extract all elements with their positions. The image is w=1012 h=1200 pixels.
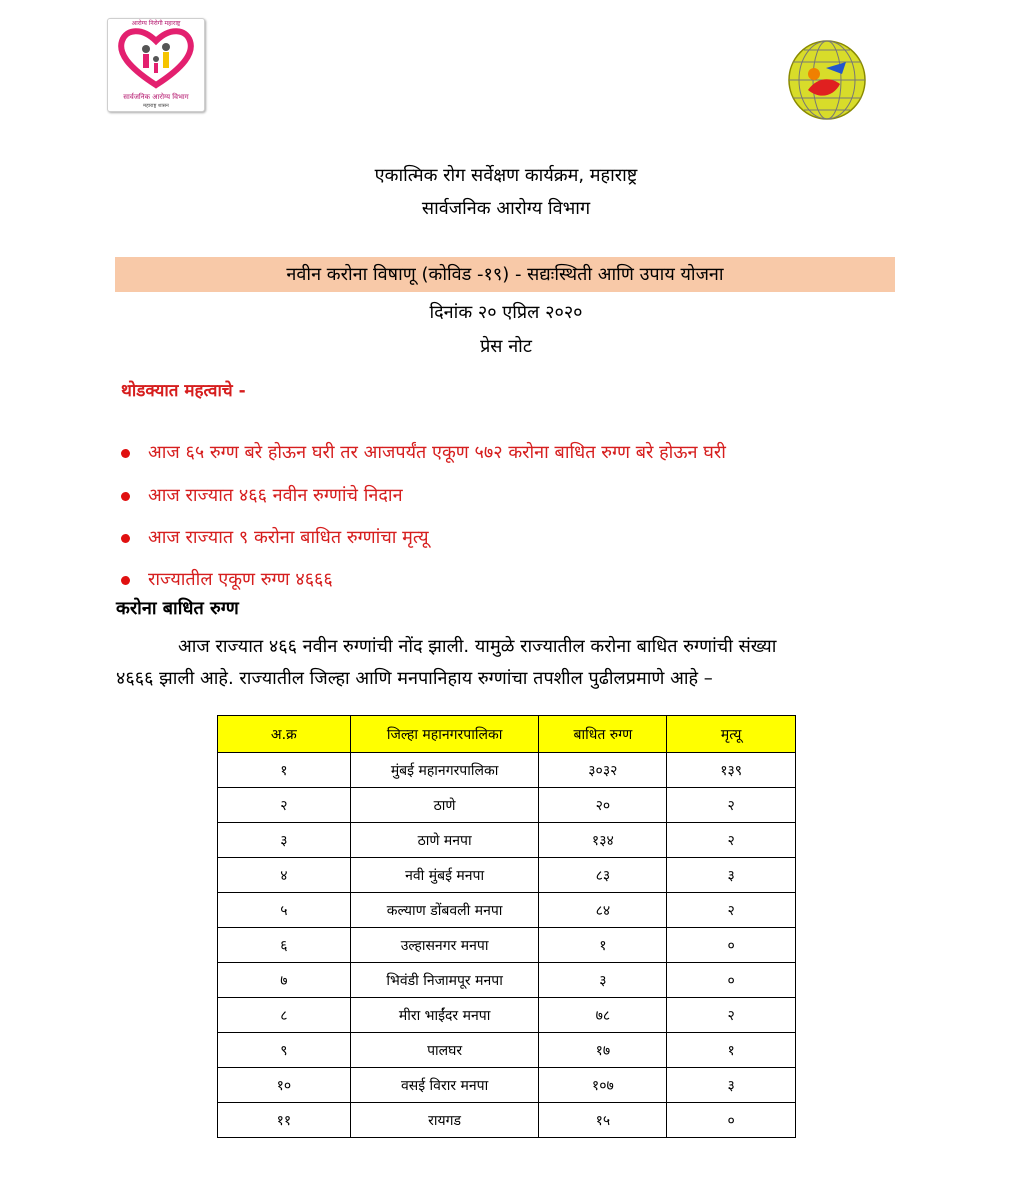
bullet-icon [121,449,130,458]
cell-cases: १३४ [539,823,667,858]
cell-serial: ८ [218,998,351,1033]
program-title: एकात्मिक रोग सर्वेक्षण कार्यक्रम, महाराष्ट्र [374,165,638,186]
table-row [218,998,796,1033]
cell-deaths: ० [667,928,796,963]
table-row [218,753,796,788]
cell-deaths: ३ [667,1068,796,1103]
highlights-heading: थोडक्यात महत्वाचे - [121,381,246,401]
cell-serial: २ [218,788,351,823]
cell-deaths: १ [667,1033,796,1068]
cell-district: रायगड [350,1103,539,1138]
district-cases-table [217,715,796,1138]
cell-district: पालघर [350,1033,539,1068]
highlight-item: आज राज्यात ४६६ नवीन रुग्णांचे निदान [121,483,403,507]
cell-cases: १०७ [539,1068,667,1103]
table-row [218,788,796,823]
cell-deaths: ० [667,1103,796,1138]
cases-paragraph-line1: आज राज्यात ४६६ नवीन रुग्णांची नोंद झाली. यामुळे राज्यातील करोना बाधित रुग्णांची संख्या [178,636,777,657]
bullet-icon [121,534,130,543]
cell-deaths: ० [667,963,796,998]
cell-serial: ६ [218,928,351,963]
health-department-logo [107,18,205,112]
column-header-district: जिल्हा महानगरपालिका [350,716,539,753]
cell-district: ठाणे [350,788,539,823]
cell-cases: ७८ [539,998,667,1033]
column-header-deaths: मृत्यू [667,716,796,753]
cell-deaths: १३९ [667,753,796,788]
cell-serial: ५ [218,893,351,928]
cases-heading: करोना बाधित रुग्ण [116,598,239,619]
document-date: दिनांक २० एप्रिल २०२० [429,302,583,323]
table-row [218,1068,796,1103]
bullet-icon [121,576,130,585]
cell-cases: १५ [539,1103,667,1138]
cell-serial: ४ [218,858,351,893]
table-row [218,928,796,963]
cell-deaths: २ [667,788,796,823]
cell-cases: १ [539,928,667,963]
cell-deaths: २ [667,893,796,928]
globe-logo-icon [786,38,868,122]
table-row [218,1033,796,1068]
cell-deaths: ३ [667,858,796,893]
cell-cases: १७ [539,1033,667,1068]
table-row [218,1103,796,1138]
table-row [218,858,796,893]
cell-district: मुंबई महानगरपालिका [350,753,539,788]
cell-serial: १ [218,753,351,788]
cell-cases: ८३ [539,858,667,893]
table-row [218,893,796,928]
cell-deaths: २ [667,823,796,858]
cell-district: ठाणे मनपा [350,823,539,858]
logo-caption: सार्वजनिक आरोग्य विभाग [123,93,189,101]
cases-paragraph-line2: ४६६६ झाली आहे. राज्यातील जिल्हा आणि मनपानिहाय रुग्णांचा तपशील पुढीलप्रमाणे आहे – [116,668,713,689]
cell-cases: ३ [539,963,667,998]
highlight-item: राज्यातील एकूण रुग्ण ४६६६ [121,567,333,591]
highlight-item: आज ६५ रुग्ण बरे होऊन घरी तर आजपर्यंत एकूण ५७२ करोना बाधित रुग्ण बरे होऊन घरी [121,440,726,464]
highlight-item: आज राज्यात ९ करोना बाधित रुग्णांचा मृत्यू [121,525,429,549]
cell-cases: ३०३२ [539,753,667,788]
cell-serial: ९ [218,1033,351,1068]
logo-arc-text: आरोग्य निरोगी महाराष्ट्र [131,20,181,27]
cell-district: वसई विरार मनपा [350,1068,539,1103]
cell-cases: २० [539,788,667,823]
document-type: प्रेस नोट [480,336,532,357]
table-row [218,823,796,858]
column-header-cases: बाधित रुग्ण [539,716,667,753]
cell-district: नवी मुंबई मनपा [350,858,539,893]
cell-district: मीरा भाईंदर मनपा [350,998,539,1033]
document-title: नवीन करोना विषाणू (कोविड -१९) - सद्यःस्थिती आणि उपाय योजना [286,264,724,285]
cell-serial: ११ [218,1103,351,1138]
cell-serial: १० [218,1068,351,1103]
table-row [218,963,796,998]
cell-district: उल्हासनगर मनपा [350,928,539,963]
cell-serial: ७ [218,963,351,998]
cell-district: कल्याण डोंबवली मनपा [350,893,539,928]
logo-subcaption: महाराष्ट्र शासन [143,103,169,109]
cell-cases: ८४ [539,893,667,928]
column-header-serial: अ.क्र [218,716,351,753]
table-header-row [218,716,796,753]
cell-district: भिवंडी निजामपूर मनपा [350,963,539,998]
document-title-band [115,257,895,292]
bullet-icon [121,492,130,501]
cell-deaths: २ [667,998,796,1033]
cell-serial: ३ [218,823,351,858]
department-title: सार्वजनिक आरोग्य विभाग [421,198,591,219]
heart-family-icon [108,19,204,93]
